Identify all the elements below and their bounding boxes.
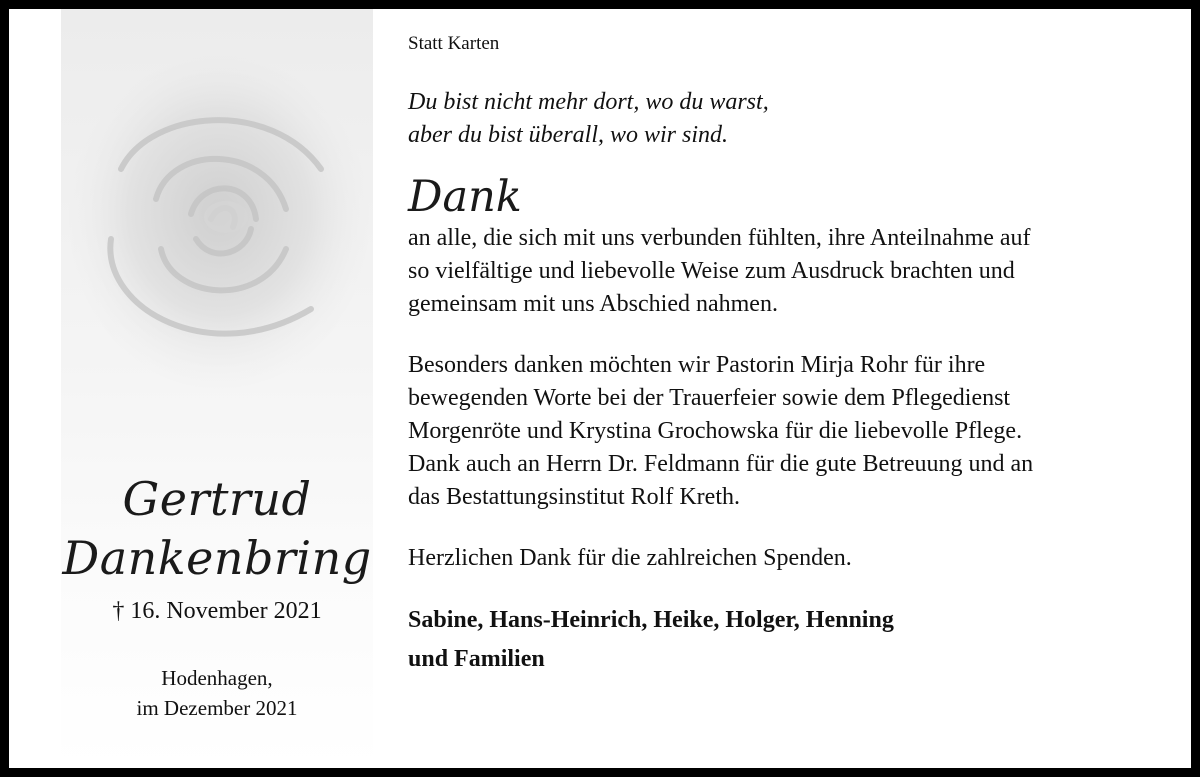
deceased-last-name: Dankenbring	[62, 531, 372, 585]
place-date	[61, 663, 373, 723]
donation-thanks: Herzlichen Dank für die zahlreichen Spenden.	[408, 545, 852, 571]
rose-icon	[61, 49, 373, 409]
place-line: Hodenhagen,	[161, 666, 273, 690]
signers	[408, 601, 1148, 679]
paragraph-line: gemeinsam mit uns Abschied nahmen.	[408, 291, 778, 317]
paragraph-line: Besonders danken möchten wir Pastorin Mirja Rohr für ihre	[408, 352, 986, 378]
message-column	[408, 33, 1148, 679]
signers-line: Sabine, Hans-Heinrich, Heike, Holger, Henning	[408, 607, 894, 633]
obituary-card	[9, 9, 1191, 768]
quote-line: Du bist nicht mehr dort, wo du warst,	[408, 89, 769, 115]
paragraph-line: Morgenröte und Krystina Grochowska für die liebevolle Pflege.	[408, 418, 1023, 444]
signers-line: und Familien	[408, 646, 545, 672]
paragraph-line: an alle, die sich mit uns verbunden fühlten, ihre Anteilnahme auf	[408, 225, 1031, 251]
rose-panel	[61, 9, 373, 768]
deceased-first-name: Gertrud	[122, 472, 312, 526]
thanks-paragraph-2	[408, 349, 1148, 514]
dank-heading: Dank	[408, 172, 522, 222]
death-date: † 16. November 2021	[112, 598, 322, 624]
paragraph-line: bewegenden Worte bei der Trauerfeier sowie dem Pflegedienst	[408, 385, 1011, 411]
paragraph-line: so vielfältige und liebevolle Weise zum Ausdruck brachten und	[408, 258, 1015, 284]
date-line: im Dezember 2021	[136, 696, 298, 720]
thanks-paragraph-1	[408, 222, 1148, 321]
quote	[408, 86, 1148, 152]
paragraph-line: das Bestattungsinstitut Rolf Kreth.	[408, 484, 740, 510]
statt-karten-note: Statt Karten	[408, 33, 500, 54]
quote-line: aber du bist überall, wo wir sind.	[408, 122, 729, 148]
paragraph-line: Dank auch an Herrn Dr. Feldmann für die gute Betreuung und an	[408, 451, 1034, 477]
